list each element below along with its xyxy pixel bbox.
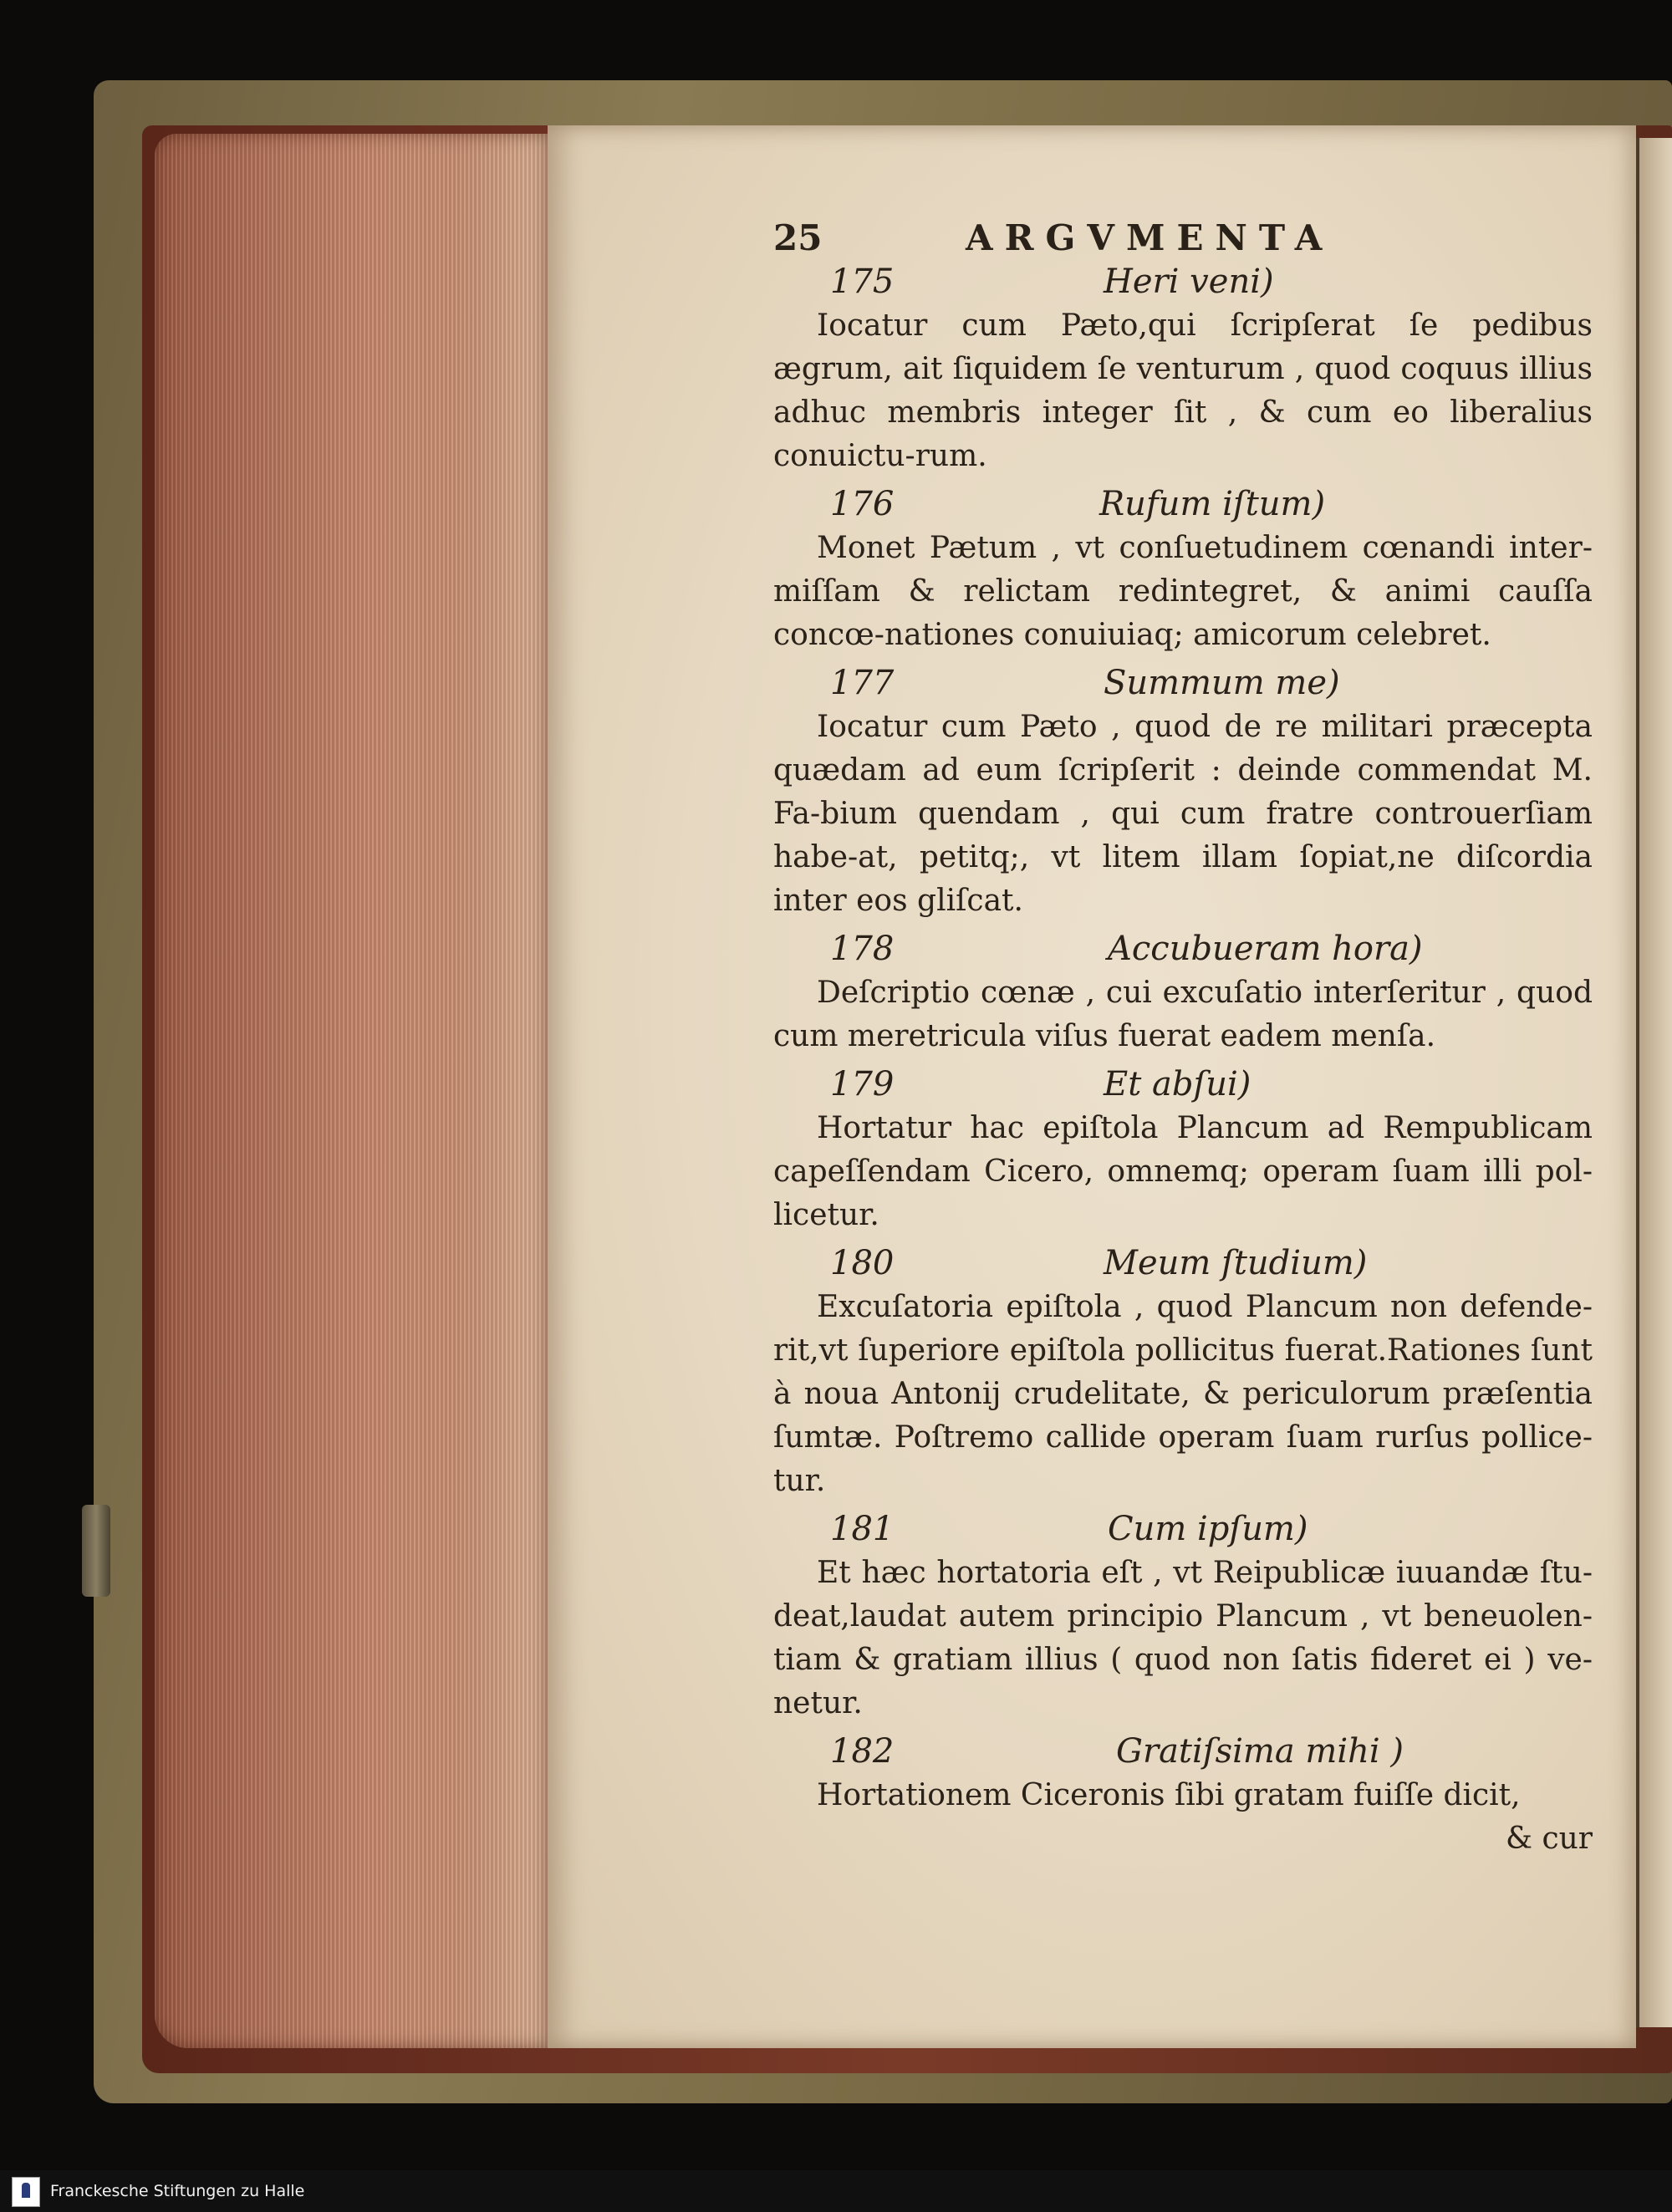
entry-summary: Iocatur cum Pæto,qui ſcripſerat ſe pedibus ægrum, ait ſiquidem ſe venturum , quod coquus illius adhuc membris integer ſit , & cum eo liberalius conuictu-rum. [773, 308, 1593, 473]
entry-summary: Monet Pætum , vt conſuetudinem cœnandi inter-miſſam & relictam redintegret, & animi cauſſa concœ-nationes conuiuiaq; amicorum celebret. [773, 531, 1593, 652]
entry-incipit: Meum ſtudium) [1104, 1244, 1368, 1282]
page-number: 25 [773, 217, 823, 258]
entry-178 [773, 928, 1593, 1058]
entry-summary: Hortatur hac epiſtola Plancum ad Rempublicam capeſſendam Cicero, omnemq; operam ſuam illi pol-licetur. [773, 1111, 1593, 1232]
entry-number: 179 [830, 1065, 895, 1103]
entry-heading [773, 1730, 1593, 1774]
entry-summary: Iocatur cum Pæto , quod de re militari præcepta quædam ad eum ſcripſerit : deinde commendat M. Fa-bium quendam , qui cum fratre controuerſiam habe-at, petitq;, vt litem illam ſopiat,ne diſcordia inter eos gliſcat. [773, 710, 1593, 918]
viewer-footer [0, 2170, 1672, 2212]
entry-summary: Hortationem Ciceronis ſibi gratam fuiſſe dicit, [817, 1778, 1521, 1812]
entry-incipit: Et abſui) [1104, 1065, 1251, 1103]
entry-heading [773, 662, 1593, 706]
entry-incipit: Summum me) [1104, 664, 1340, 702]
entry-summary: Deſcriptio cœnæ , cui excuſatio interſeritur , quod cum meretricula viſus fuerat eadem menſa. [773, 976, 1593, 1053]
entry-heading [773, 928, 1593, 971]
entry-180 [773, 1242, 1593, 1503]
entry-177 [773, 662, 1593, 923]
entry-number: 181 [830, 1510, 895, 1548]
entry-175 [773, 261, 1593, 478]
catchword: & cur [1505, 1822, 1593, 1856]
entry-heading [773, 483, 1593, 527]
entry-incipit: Cum ipſum) [1108, 1510, 1308, 1548]
entry-heading [773, 261, 1593, 304]
entry-number: 177 [830, 664, 895, 702]
entry-heading [773, 1508, 1593, 1552]
entry-176 [773, 483, 1593, 657]
entry-number: 176 [830, 485, 895, 523]
entry-heading [773, 1063, 1593, 1107]
entry-heading [773, 1242, 1593, 1286]
entry-number: 178 [830, 930, 895, 968]
entry-number: 182 [830, 1732, 895, 1771]
entry-summary: Et hæc hortatoria eſt , vt Reipublicæ iuuandæ ſtu-deat,laudat autem principio Plancum , vt beneuolen-tiam & gratiam illius ( quod non ſatis fideret ei ) ve-netur. [773, 1556, 1593, 1720]
page-edges [155, 134, 548, 2048]
page-header [773, 209, 1593, 261]
facing-page-edge [1636, 138, 1672, 2027]
entry-summary: Excuſatoria epiſtola , quod Plancum non defende-rit,vt ſuperiore epiſtola pollicitus fuerat.Rationes ſunt à noua Antonij crudelitate, & periculorum præſentia ſumtæ. Poſtremo callide operam ſuam rurſus pollice-tur. [773, 1290, 1593, 1498]
entry-incipit: Rufum iſtum) [1099, 485, 1326, 523]
entry-181 [773, 1508, 1593, 1725]
entry-182 [773, 1730, 1593, 1817]
entry-179 [773, 1063, 1593, 1237]
entry-number: 180 [830, 1244, 895, 1282]
entry-number: 175 [830, 262, 895, 301]
entry-incipit: Heri veni) [1104, 262, 1274, 301]
entry-incipit: Gratiſsima mihi ) [1116, 1732, 1404, 1771]
entry-incipit: Accubueram hora) [1108, 930, 1423, 968]
page-text [773, 209, 1593, 1861]
clasp-icon [82, 1505, 110, 1597]
running-title: ARGVMENTA [966, 217, 1334, 258]
institution-logo-icon [12, 2177, 40, 2207]
institution-label: Franckesche Stiftungen zu Halle [50, 2182, 305, 2200]
